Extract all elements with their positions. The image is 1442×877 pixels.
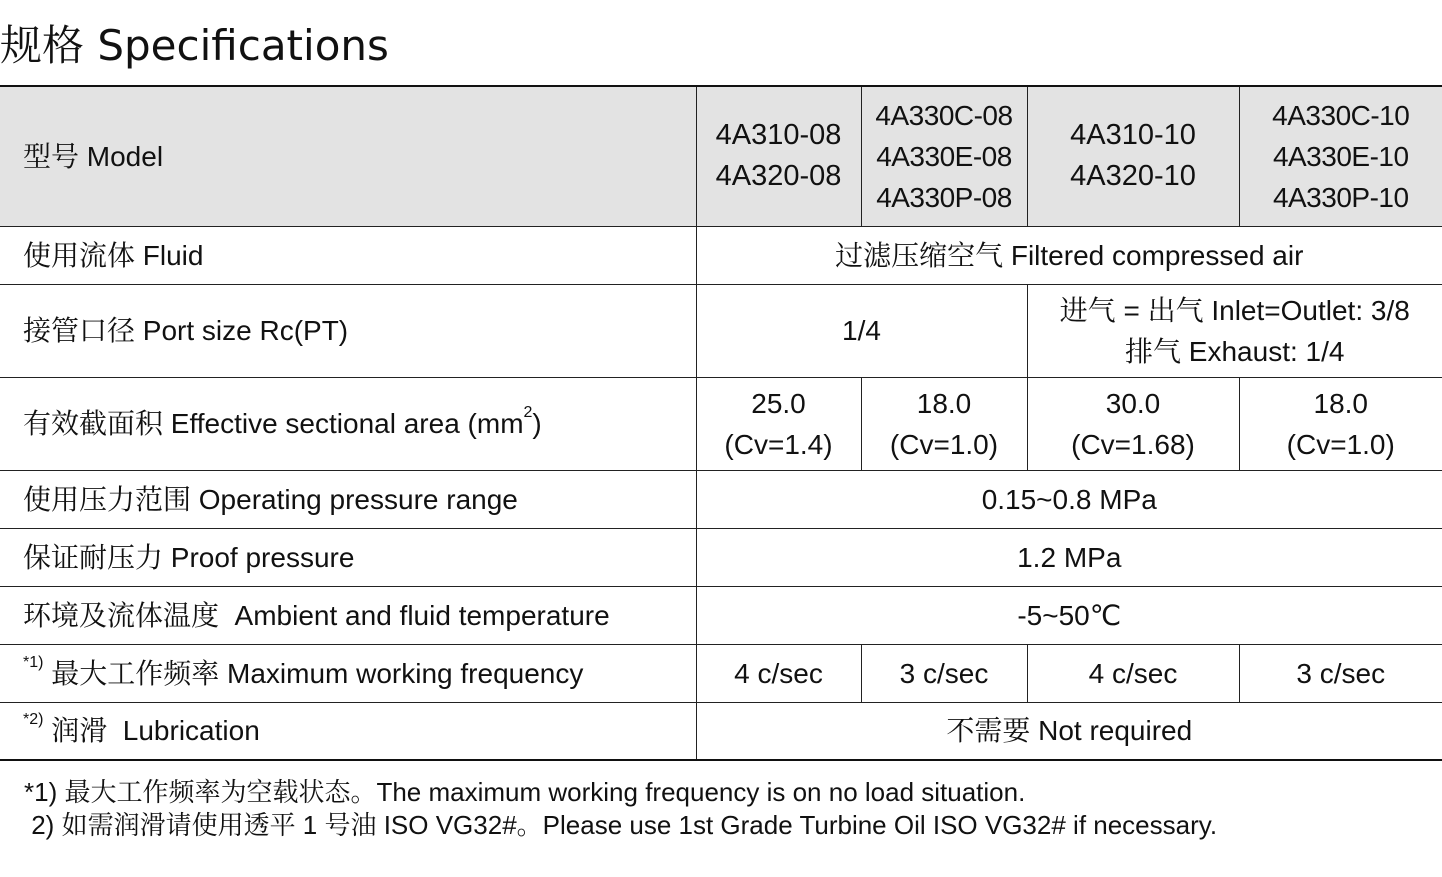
- model-name: 4A330C-10: [1272, 99, 1410, 131]
- footnote-mark: *2): [23, 711, 44, 729]
- area-label-text: 有效截面积 Effective sectional area (mm: [23, 408, 524, 439]
- model-name: 4A330E-08: [876, 140, 1012, 172]
- port-exhaust: 排气 Exhaust: 1/4: [1125, 335, 1345, 367]
- frequency-value-3: 4 c/sec: [1027, 644, 1239, 702]
- area-value-1: [696, 377, 861, 470]
- model-name: 4A330P-08: [876, 181, 1012, 213]
- model-name: 4A330C-08: [875, 99, 1013, 131]
- area-label: [0, 377, 696, 470]
- area-number: 18.0: [1313, 387, 1368, 419]
- model-name: 4A330E-10: [1272, 140, 1409, 172]
- pressure-label: 使用压力范围 Operating pressure range: [0, 470, 696, 528]
- model-label: 型号 Model: [0, 86, 696, 226]
- area-cv: (Cv=1.4): [724, 428, 833, 460]
- footnotes: [24, 776, 1217, 842]
- area-number: 30.0: [1105, 387, 1161, 419]
- fluid-label: 使用流体 Fluid: [0, 226, 696, 284]
- model-name: 4A310-10: [1070, 119, 1196, 152]
- area-cv: (Cv=1.0): [889, 428, 999, 460]
- model-cell-3: [1027, 86, 1239, 226]
- table-row-lubrication: [0, 702, 1442, 760]
- area-value-2: [861, 377, 1027, 470]
- temperature-value: -5~50℃: [696, 586, 1442, 644]
- port-inlet-outlet: 进气 = 出气 Inlet=Outlet: 3/8: [1059, 294, 1410, 326]
- proof-value: 1.2 MPa: [696, 528, 1442, 586]
- table-row-proof: [0, 528, 1442, 586]
- frequency-label-text: 最大工作频率 Maximum working frequency: [43, 657, 584, 689]
- table-row-area: [0, 377, 1442, 470]
- pressure-value: 0.15~0.8 MPa: [696, 470, 1442, 528]
- frequency-value-4: 3 c/sec: [1239, 644, 1442, 702]
- area-cv: (Cv=1.68): [1071, 428, 1195, 460]
- fluid-value: 过滤压缩空气 Filtered compressed air: [696, 226, 1442, 284]
- footnote-1: *1) 最大工作频率为空载状态。The maximum working frequency is on no load situation.: [24, 777, 1026, 807]
- area-cv: (Cv=1.0): [1286, 428, 1395, 460]
- frequency-label: [0, 644, 696, 702]
- lubrication-label: [0, 702, 696, 760]
- specifications-table: [0, 85, 1442, 761]
- frequency-value-2: 3 c/sec: [861, 644, 1027, 702]
- footnote-2: 2) 如需润滑请使用透平 1 号油 ISO VG32#。Please use 1st Grade Turbine Oil ISO VG32# if necessary.: [24, 810, 1218, 840]
- frequency-value-1: 4 c/sec: [696, 644, 861, 702]
- port-value-08: 1/4: [696, 284, 1027, 377]
- page-title: 规格 Specifications: [0, 21, 389, 70]
- area-value-3: [1027, 377, 1239, 470]
- lubrication-value: 不需要 Not required: [696, 702, 1442, 760]
- model-name: 4A310-08: [715, 119, 842, 152]
- area-number: 18.0: [916, 387, 972, 419]
- model-name: 4A320-08: [715, 160, 842, 193]
- table-row-temperature: [0, 586, 1442, 644]
- port-value-10: [1027, 284, 1442, 377]
- model-name: 4A320-10: [1070, 160, 1196, 193]
- proof-label: 保证耐压力 Proof pressure: [0, 528, 696, 586]
- area-number: 25.0: [751, 387, 806, 419]
- area-label-superscript: 2: [523, 404, 533, 421]
- port-label: 接管口径 Port size Rc(PT): [0, 284, 696, 377]
- temperature-label: 环境及流体温度 Ambient and fluid temperature: [0, 586, 696, 644]
- lubrication-label-text: 润滑 Lubrication: [43, 715, 260, 747]
- table-row-port: [0, 284, 1442, 377]
- model-name: 4A330P-10: [1272, 181, 1409, 213]
- footnote-mark: *1): [23, 653, 44, 671]
- model-cell-4: [1239, 86, 1442, 226]
- area-value-4: [1239, 377, 1442, 470]
- table-header-row: [0, 86, 1442, 226]
- model-cell-1: [696, 86, 861, 226]
- table-row-pressure: [0, 470, 1442, 528]
- table-row-fluid: [0, 226, 1442, 284]
- area-label-end: ): [532, 408, 542, 439]
- model-cell-2: [861, 86, 1027, 226]
- table-row-frequency: [0, 644, 1442, 702]
